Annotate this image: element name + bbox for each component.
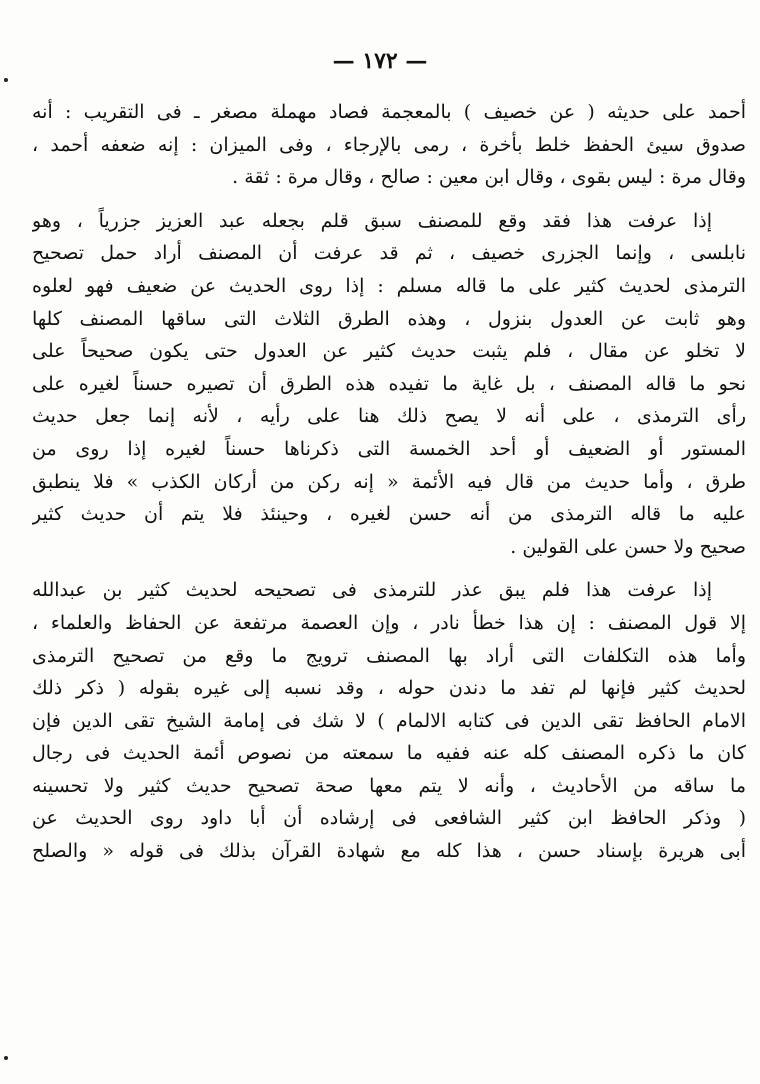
text-line: صدوق سيئ الحفظ خلط بأخرة ، رمى بالإرجاء ، وفى الميزان : إنه ضعفه أحمد ،: [32, 133, 746, 156]
text-line: وهو ثابت عن العدول بنزول ، وهذه الطرق الثلاث التى ساقها المصنف كلها: [32, 307, 746, 330]
text-line: الترمذى لحديث كثير على ما قاله مسلم : إذا روى الحديث عن ضعيف فهو لعلوه: [32, 274, 746, 297]
text-line: إذا عرفت هذا فقد وقع للمصنف سبق قلم بجعله عبد العزيز جزرياً ، وهو: [32, 209, 712, 232]
text-line: أبى هريرة بإسناد حسن ، هذا كله مع شهادة القرآن بذلك فى قوله « والصلح: [32, 840, 746, 863]
text-line: الامام الحافظ تقى الدين فى كتابه الالمام ) لا شك فى إمامة الشيخ تقى الدين فإن: [32, 709, 746, 732]
text-line: المستور أو الضعيف أو أحد الخمسة التى ذكرناها حسناً لغيره إذا روى من: [32, 437, 746, 460]
text-line: إلا قول المصنف : إن هذا خطأ نادر ، وإن العصمة مرتفعة عن الحفاظ والعلماء ،: [32, 611, 746, 634]
text-line: نابلسى ، وإنما الجزرى خصيف ، ثم قد عرفت أن المصنف أراد حمل تصحيح: [32, 242, 746, 265]
page-number: — ١٧٢ —: [332, 48, 428, 74]
text-line: وقال مرة : ليس بقوى ، وقال ابن معين : صالح ، وقال مرة : ثقة .: [232, 166, 746, 189]
text-line: كان ما ذكره المصنف كله عنه ففيه ما سمعته من نصوص أئمة الحديث فى رجال: [32, 742, 746, 765]
text-line: وأما هذه التكلفات التى أراد بها المصنف ترويج ما وقع من تصحيح الترمذى: [32, 644, 746, 667]
paragraph-2: [32, 205, 746, 564]
body-text: [32, 96, 746, 868]
text-line: ( وذكر الحافظ ابن كثير الشافعى فى إرشاده أن أبا داود روى الحديث عن: [32, 807, 746, 830]
text-line: لحديث كثير فإنها لم تفد ما دندن حوله ، وقد نسبه إلى غيره بقوله ( ذكر ذلك: [32, 677, 746, 700]
paragraph-1: [32, 96, 746, 194]
text-line: طرق ، وأما حديث من قال فيه الأئمة « إنه ركن من أركان الكذب » فلا ينطبق: [32, 470, 746, 493]
text-line: أحمد على حديثه ( عن خصيف ) بالمعجمة فصاد مهملة مصغر ـ فى التقريب : أنه: [32, 101, 746, 123]
paragraph-3: [32, 574, 746, 867]
text-line: ما ساقه من الأحاديث ، وأنه لا يتم معها صحة تصحيح حديث كثير ولا تحسينه: [32, 774, 746, 797]
text-line: صحيح ولا حسن على القولين .: [510, 535, 746, 558]
scan-speck: [4, 78, 8, 82]
scan-speck: [4, 1056, 8, 1060]
text-line: عليه ما قاله الترمذى من أنه حسن لغيره ، وحينئذ فلا يتم أن حديث كثير: [32, 503, 746, 526]
text-line: لا تخلو عن مقال ، فلم يثبت حديث كثير عن العدول حتى يكون صحيحاً على: [32, 340, 746, 363]
text-line: رأى الترمذى ، على أنه لا يصح ذلك هنا على رأيه ، لأنه إنما جعل حديث: [32, 405, 746, 428]
text-line: إذا عرفت هذا فلم يبق عذر للترمذى فى تصحيحه لحديث كثير بن عبدالله: [32, 579, 712, 602]
text-line: نحو ما قاله المصنف ، بل غاية ما تفيده هذه الطرق أن تصيره حسناً لغيره على: [32, 372, 746, 395]
